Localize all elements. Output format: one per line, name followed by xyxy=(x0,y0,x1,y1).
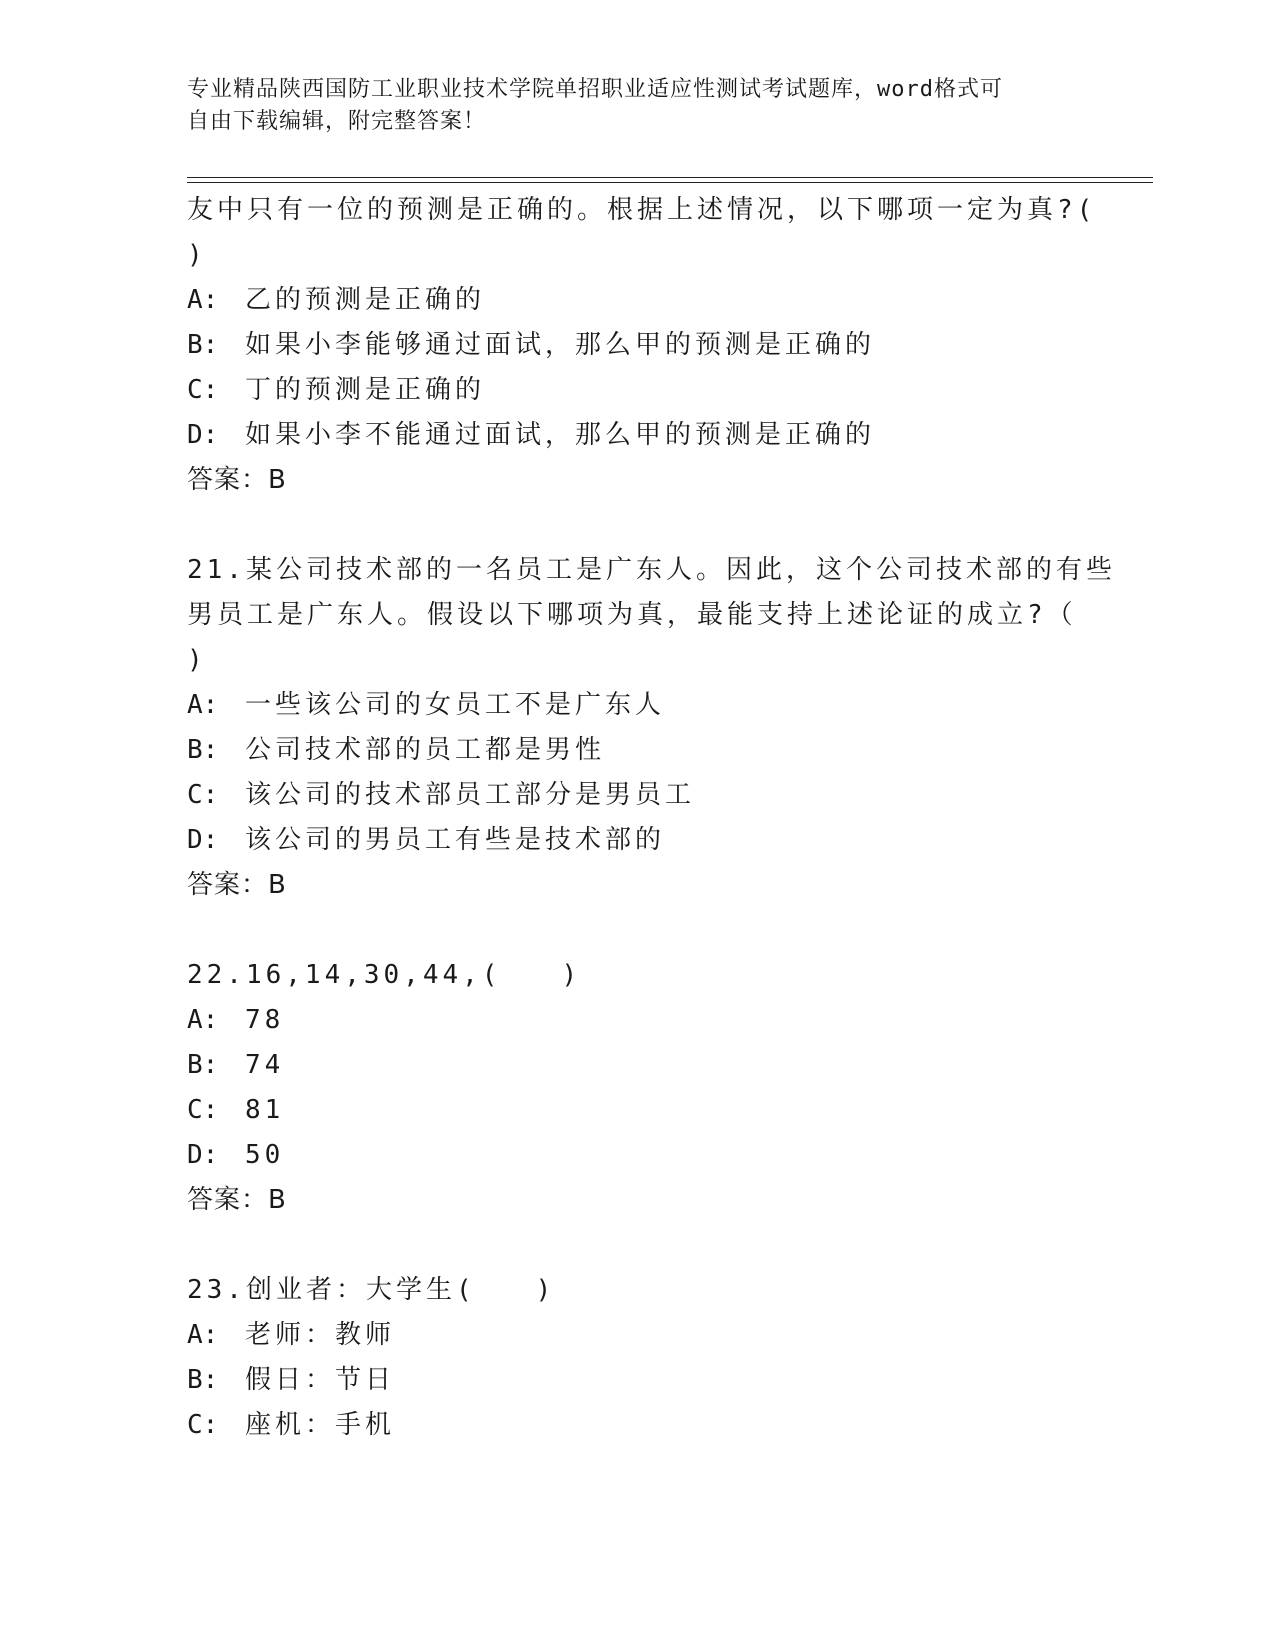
header-rule-bottom xyxy=(187,182,1153,183)
option-text: 乙的预测是正确的 xyxy=(245,285,486,315)
option-letter: B: xyxy=(187,1050,219,1080)
option-d xyxy=(187,1133,1087,1178)
option-letter: D: xyxy=(187,825,219,855)
option-b xyxy=(187,1043,1087,1088)
question-content xyxy=(187,188,1116,1448)
question-text-line: ) xyxy=(187,240,207,270)
answer-line: 答案：B xyxy=(187,465,287,495)
answer-line: 答案：B xyxy=(187,870,287,900)
document-header xyxy=(187,74,1087,138)
option-d xyxy=(187,413,1087,458)
question-text-line: 友中只有一位的预测是正确的。根据上述情况，以下哪项一定为真?( xyxy=(187,195,1097,225)
question-21 xyxy=(187,548,1116,908)
option-letter: D: xyxy=(187,420,219,450)
option-b xyxy=(187,323,1087,368)
spacer xyxy=(187,503,1087,548)
question-text-line: 22.16,14,30,44,( ) xyxy=(187,960,582,990)
option-a xyxy=(187,998,1087,1043)
option-letter: A: xyxy=(187,1320,219,1350)
option-a xyxy=(187,683,1087,728)
option-text: 该公司的男员工有些是技术部的 xyxy=(245,825,666,855)
option-text: 81 xyxy=(245,1095,285,1125)
option-text: 78 xyxy=(245,1005,285,1035)
header-line-1: 专业精品陕西国防工业职业技术学院单招职业适应性测试考试题库，word格式可 xyxy=(187,77,1003,102)
option-a xyxy=(187,1313,1087,1358)
option-letter: B: xyxy=(187,735,219,765)
option-letter: A: xyxy=(187,690,219,720)
option-letter: A: xyxy=(187,285,219,315)
option-letter: B: xyxy=(187,1365,219,1395)
option-text: 如果小李不能通过面试，那么甲的预测是正确的 xyxy=(245,420,876,450)
option-text: 假日：节日 xyxy=(245,1365,396,1395)
option-letter: B: xyxy=(187,330,219,360)
option-b xyxy=(187,1358,1087,1403)
option-text: 如果小李能够通过面试，那么甲的预测是正确的 xyxy=(245,330,876,360)
header-rule-top xyxy=(187,177,1153,178)
option-letter: C: xyxy=(187,1095,219,1125)
option-letter: C: xyxy=(187,375,219,405)
question-text-line: 23.创业者：大学生( ) xyxy=(187,1275,556,1305)
option-letter: C: xyxy=(187,780,219,810)
option-letter: A: xyxy=(187,1005,219,1035)
option-text: 公司技术部的员工都是男性 xyxy=(245,735,606,765)
option-c xyxy=(187,1088,1087,1133)
question-text-line: 21.某公司技术部的一名员工是广东人。因此，这个公司技术部的有些 xyxy=(187,555,1116,585)
option-c xyxy=(187,773,1087,818)
question-23 xyxy=(187,1268,1087,1448)
question-text-line: 男员工是广东人。假设以下哪项为真，最能支持上述论证的成立?（ xyxy=(187,600,1077,630)
option-letter: C: xyxy=(187,1410,219,1440)
spacer xyxy=(187,1223,1087,1268)
option-text: 该公司的技术部员工部分是男员工 xyxy=(245,780,696,810)
option-c xyxy=(187,1403,1087,1448)
question-text-line: ) xyxy=(187,645,207,675)
option-text: 老师：教师 xyxy=(245,1320,396,1350)
option-text: 座机：手机 xyxy=(245,1410,396,1440)
question-22 xyxy=(187,953,1087,1223)
option-b xyxy=(187,728,1087,773)
option-c xyxy=(187,368,1087,413)
spacer xyxy=(187,908,1087,953)
option-a xyxy=(187,278,1087,323)
option-d xyxy=(187,818,1087,863)
option-text: 一些该公司的女员工不是广东人 xyxy=(245,690,666,720)
header-line-2: 自由下载编辑，附完整答案！ xyxy=(187,109,487,134)
answer-line: 答案：B xyxy=(187,1185,287,1215)
option-text: 74 xyxy=(245,1050,285,1080)
option-text: 50 xyxy=(245,1140,285,1170)
option-letter: D: xyxy=(187,1140,219,1170)
question-20 xyxy=(187,188,1097,503)
option-text: 丁的预测是正确的 xyxy=(245,375,486,405)
